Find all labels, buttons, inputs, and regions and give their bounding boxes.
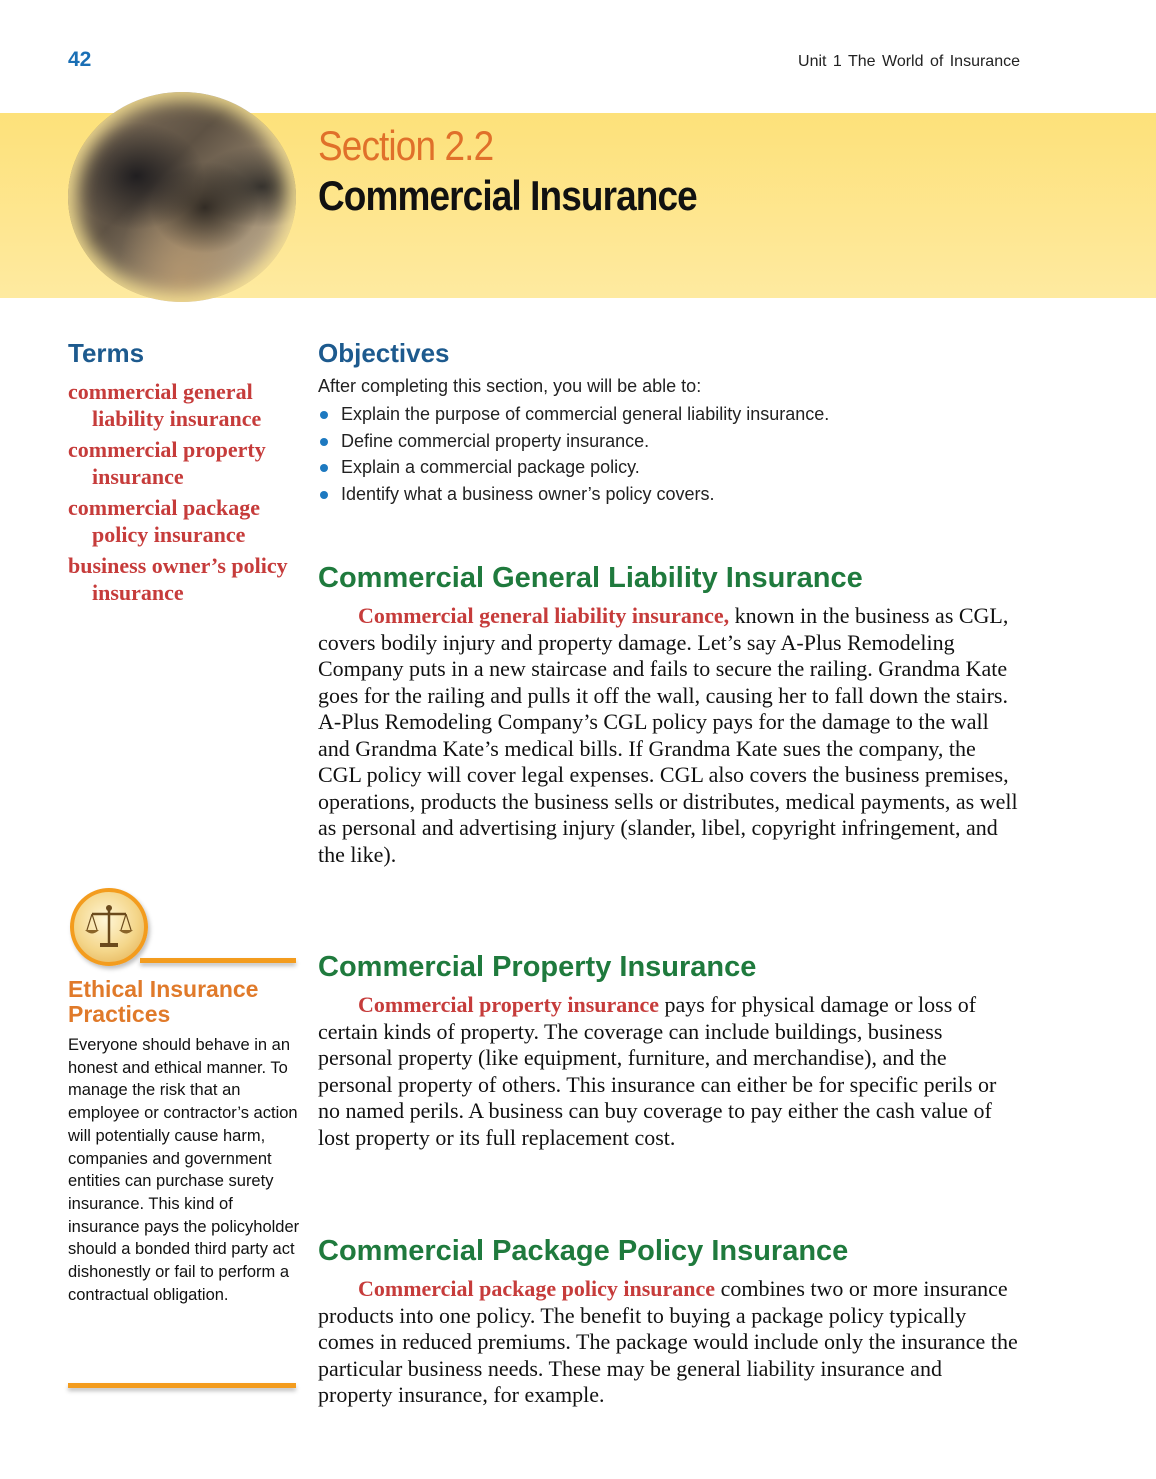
bullet-icon (320, 411, 328, 419)
cgl-paragraph: Commercial general liability insurance, known in the business as CGL, covers bodily injury and property damage. Let’s say A-Plus Remodeling Company puts in a new staircase and fails to secure the railing. Grandma Kate goes for the railing and pulls it off the wall, causing her to fall down the stairs. A-Plus Remodeling Company’s CGL policy pays for the damage to the wall and Grandma Kate’s medical bills. If Grandma Kate sues the company, the CGL policy will cover legal expenses. CGL also covers the business premises, operations, products the business sells or distributes, medical payments, as well as personal and advertising injury (slander, libel, copyright infringement, and the like). (318, 603, 1018, 867)
package-heading: Commercial Package Policy Insurance (318, 1235, 849, 1267)
property-paragraph: Commercial property insurance pays for physical damage or loss of certain kinds of property. The coverage can include buildings, business personal property (like equipment, furniture, and merchandise), and the personal property of others. This insurance can either be for specific perils or no named perils. A business can buy coverage to pay either the cash value of lost property or its full replacement cost. (318, 992, 997, 1150)
objectives-list (318, 401, 829, 508)
term-item: commercial property insurance (68, 437, 266, 489)
terms-list (68, 379, 293, 611)
section-title: Commercial Insurance (318, 172, 697, 219)
scales-of-justice-icon (70, 888, 148, 966)
page-number: 42 (68, 48, 92, 71)
ethics-top-rule (140, 958, 296, 963)
key-term: Commercial package policy insurance (358, 1276, 716, 1301)
bullet-icon (320, 464, 328, 472)
terms-heading: Terms (68, 338, 145, 368)
objective-item: Explain the purpose of commercial general liability insurance. (318, 401, 829, 428)
objective-item: Identify what a business owner’s policy covers. (318, 481, 829, 508)
key-term: Commercial general liability insurance, (358, 603, 730, 628)
section-number: Section 2.2 (318, 122, 494, 169)
key-term: Commercial property insurance (358, 992, 660, 1017)
term-item: business owner’s policy insurance (68, 553, 288, 605)
term-item: commercial general liability insurance (68, 379, 262, 431)
objectives-intro: After completing this section, you will be able to: (318, 376, 702, 396)
bullet-icon (320, 491, 328, 499)
objective-item: Define commercial property insurance. (318, 428, 829, 455)
running-head: Unit 1 The World of Insurance (798, 53, 1020, 70)
property-heading: Commercial Property Insurance (318, 951, 757, 983)
objectives-heading: Objectives (318, 338, 450, 368)
cgl-heading: Commercial General Liability Insurance (318, 562, 863, 594)
package-paragraph: Commercial package policy insurance combines two or more insurance products into one policy. The benefit to buying a package policy typically comes in reduced premiums. The package would include only the insurance the particular business needs. These may be general liability insurance and property insurance, for example. (318, 1276, 1018, 1407)
ethics-body: Everyone should behave in an honest and ethical manner. To manage the risk that an employee or contractor’s action will potentially cause harm, companies and government entities can purchase surety insurance. This kind of insurance pays the policyholder should a bonded third party act dishonestly or fail to perform a contractual obligation. (68, 1036, 300, 1304)
bullet-icon (320, 438, 328, 446)
ethics-bottom-rule (68, 1383, 296, 1388)
objective-item: Explain a commercial package policy. (318, 454, 829, 481)
banner-photo (68, 92, 296, 302)
term-item: commercial package policy insurance (68, 495, 261, 547)
ethics-heading: Ethical Insurance Practices (68, 976, 259, 1027)
